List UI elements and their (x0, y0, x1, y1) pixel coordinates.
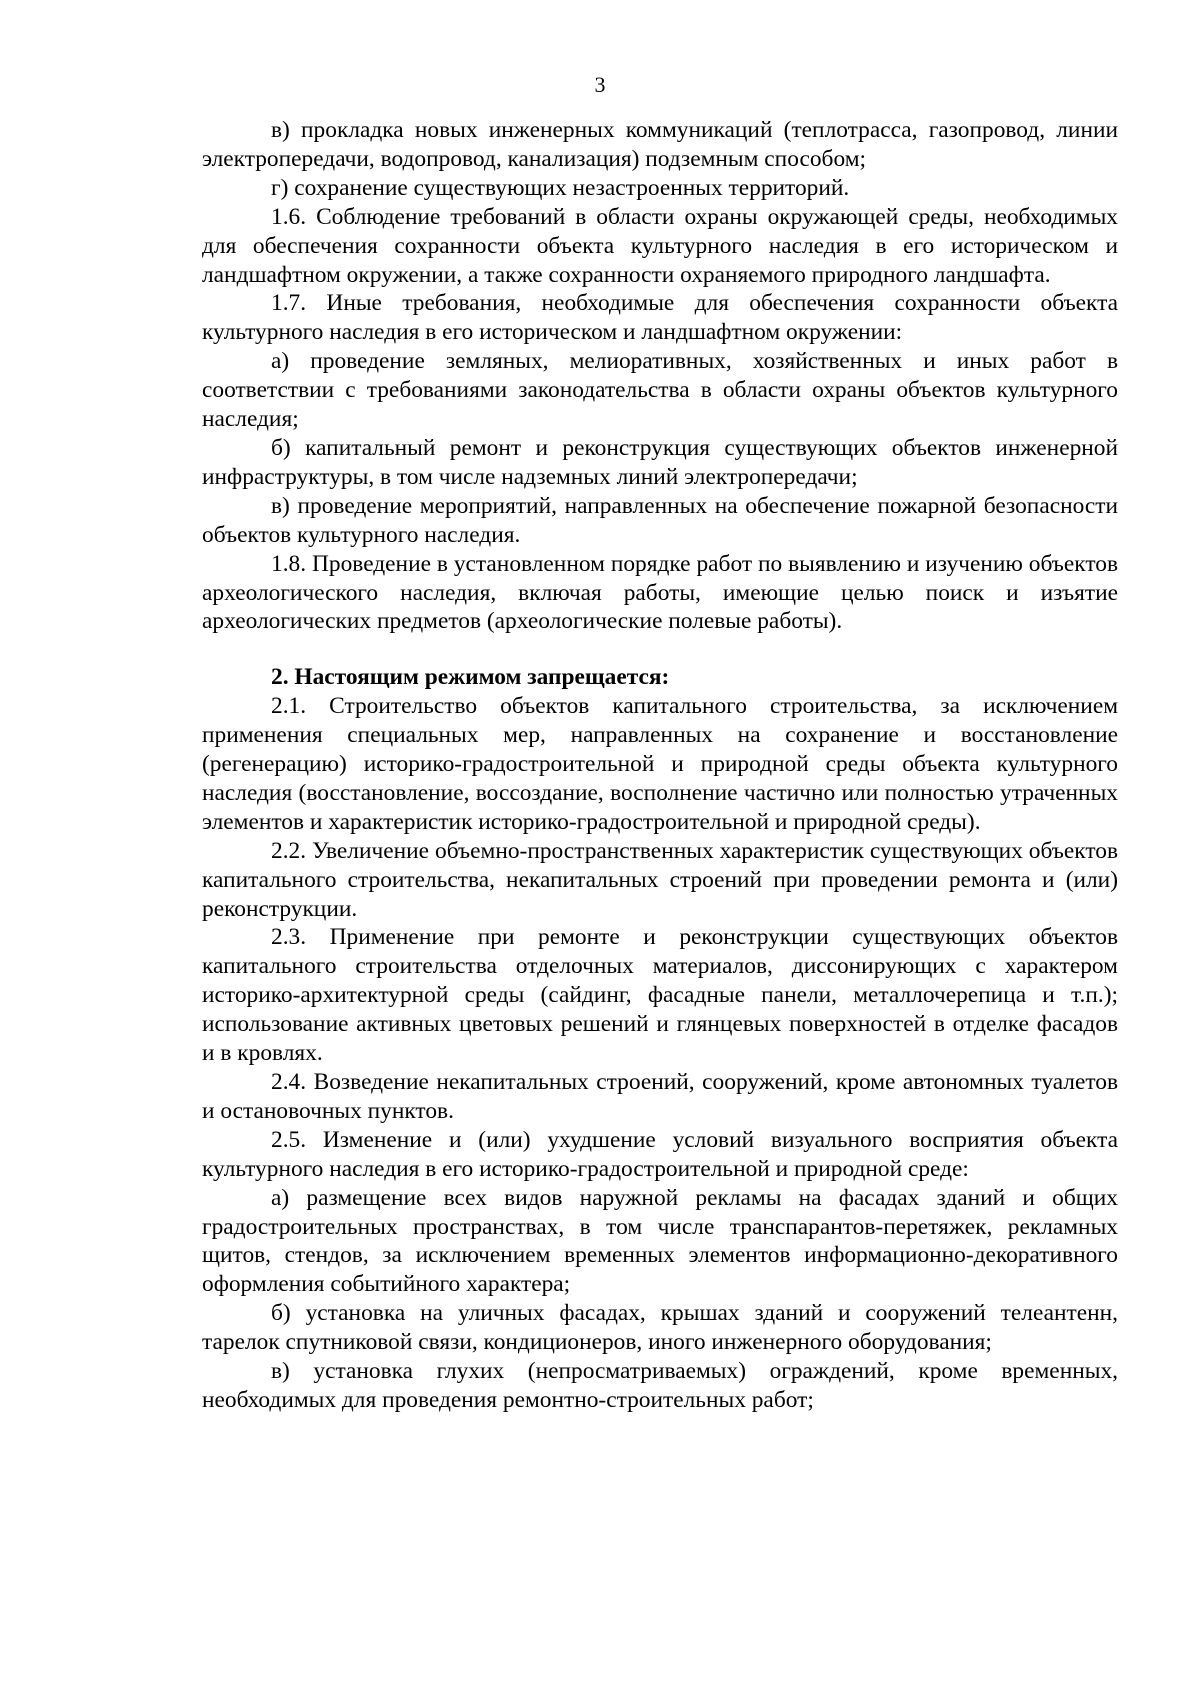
paragraph-2-1: 2.1. Строительство объектов капитального строительства, за исключением применения специальных мер, направленных на сохранение и восстановление (регенерацию) историко-градостроительной и природной среды объекта культурного наследия (восстановление, воссоздание, восполнение частично или полностью утраченных элементов и характеристик историко-градостроительной и природной среды). (202, 693, 1118, 835)
paragraph-2-4: 2.4. Возведение некапитальных строений, сооружений, кроме автономных туалетов и остановочных пунктов. (202, 1069, 1118, 1124)
paragraph-2-5: 2.5. Изменение и (или) ухудшение условий визуального восприятия объекта культурного наследия в его историко-градостроительной и природной среде: (202, 1126, 1118, 1182)
paragraph-1-7-b: б) капитальный ремонт и реконструкция существующих объектов инженерной инфраструктуры, в том числе надземных линий электропередачи; (202, 434, 1118, 490)
paragraph-1-7-v: в) проведение мероприятий, направленных на обеспечение пожарной безопасности объектов культурного наследия. (202, 492, 1118, 548)
paragraph-2-2: 2.2. Увеличение объемно-пространственных характеристик существующих объектов капитального строительства, некапитальных строений при проведении ремонта и (или) реконструкции. (202, 837, 1118, 922)
paragraph-2-5-a: а) размещение всех видов наружной рекламы на фасадах зданий и общих градостроительных пространствах, в том числе транспарантов-перетяжек, рекламных щитов, стендов, за исключением временных элементов информационно-декоративного оформления событийного характера; (202, 1184, 1118, 1298)
section-heading: 2. Настоящим режимом запрещается: (271, 664, 670, 691)
document-body (202, 116, 1118, 1415)
paragraph-item-g-undeveloped: г) сохранение существующих незастроенных территорий. (271, 174, 850, 201)
paragraph-2-5-v: в) установка глухих (непросматриваемых) ограждений, кроме временных, необходимых для проведения ремонтно-строительных работ; (202, 1358, 1118, 1413)
paragraph-1-7-a: а) проведение земляных, мелиоративных, хозяйственных и иных работ в соответствии с требованиями законодательства в области охраны объектов культурного наследия; (202, 348, 1118, 433)
paragraph-2-5-b: б) установка на уличных фасадах, крышах зданий и сооружений телеантенн, тарелок спутниковой связи, кондиционеров, иного инженерного оборудования; (202, 1300, 1118, 1356)
paragraph-item-v-underground: в) прокладка новых инженерных коммуникаций (теплотрасса, газопровод, линии электропередачи, водопровод, канализация) подземным способом; (202, 117, 1118, 172)
paragraph-2-3: 2.3. Применение при ремонте и реконструкции существующих объектов капитального строительства отделочных материалов, диссонирующих с характером историко-архитектурной среды (сайдинг, фасадные панели, металлочерепица и т.п.); использование активных цветовых решений и глянцевых поверхностей в отделке фасадов и в кровлях. (202, 924, 1118, 1067)
page-number: 3 (594, 72, 606, 97)
paragraph-1-6: 1.6. Соблюдение требований в области охраны окружающей среды, необходимых для обеспечения сохранности объекта культурного наследия в его историческом и ландшафтном окружении, а также сохранности охраняемого природного ландшафта. (202, 203, 1118, 288)
paragraph-1-7: 1.7. Иные требования, необходимые для обеспечения сохранности объекта культурного наследия в его историческом и ландшафтном окружении: (202, 290, 1118, 346)
paragraph-1-8: 1.8. Проведение в установленном порядке работ по выявлению и изучению объектов археологического наследия, включая работы, имеющие целью поиск и изъятие археологических предметов (археологические полевые работы). (202, 550, 1118, 635)
section-spacer (202, 636, 1118, 663)
